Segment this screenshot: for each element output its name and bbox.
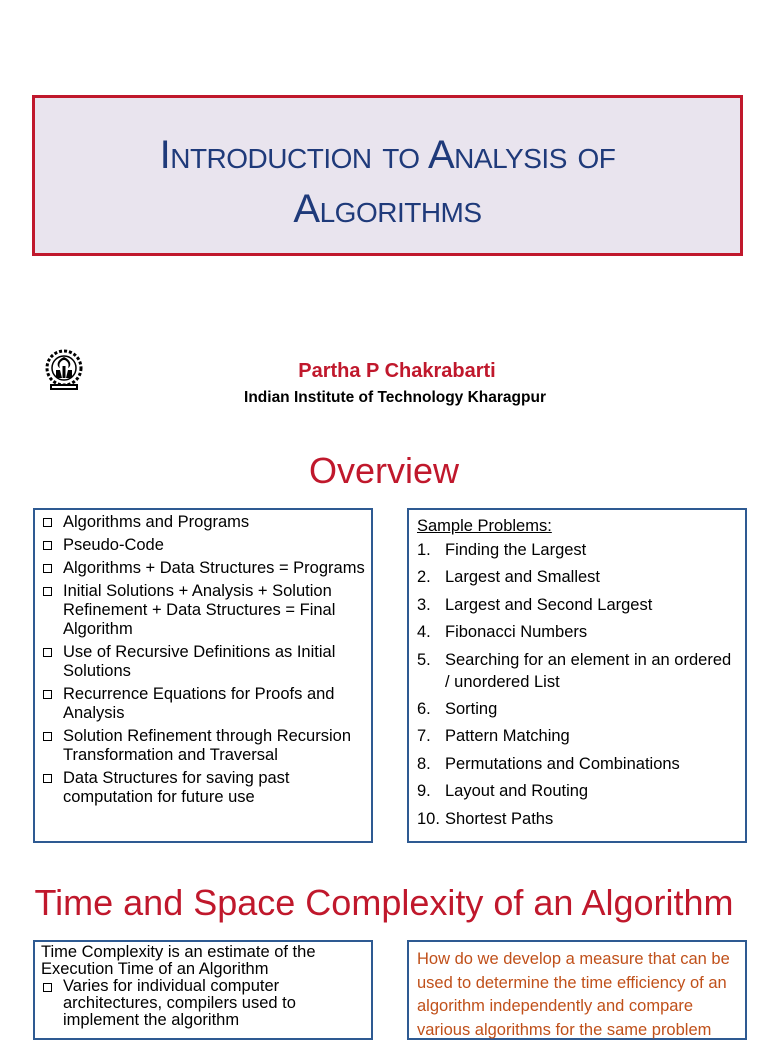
sample-problems-list bbox=[409, 539, 745, 830]
bullet-text: Solution Refinement through Recursion Transformation and Traversal bbox=[63, 727, 352, 764]
checkbox-bullet-icon bbox=[43, 690, 52, 699]
sample-problem-item bbox=[417, 649, 737, 693]
bullet-text: Recurrence Equations for Proofs and Analysis bbox=[63, 685, 335, 722]
bullet-item bbox=[41, 727, 365, 765]
sample-problem-item bbox=[417, 566, 737, 588]
sample-problem-number: 2. bbox=[417, 568, 431, 587]
bullet-text: Data Structures for saving past computation for future use bbox=[63, 769, 290, 806]
bullet-item bbox=[41, 559, 365, 578]
topics-box bbox=[33, 508, 373, 843]
sample-problem-item bbox=[417, 725, 737, 747]
title-box bbox=[32, 95, 743, 256]
sample-problem-number: 10. bbox=[417, 809, 440, 828]
complexity-title: Time and Space Complexity of an Algorithm bbox=[34, 882, 734, 923]
sample-problem-item bbox=[417, 780, 737, 802]
sample-problem-text: Largest and Smallest bbox=[445, 568, 601, 587]
bullet-item bbox=[41, 536, 365, 555]
sample-problem-number: 6. bbox=[417, 699, 431, 718]
slide-title-line-2: Algorithms bbox=[293, 187, 482, 231]
sample-problem-item bbox=[417, 698, 737, 720]
sample-problem-number: 7. bbox=[417, 727, 431, 746]
sample-problem-number: 1. bbox=[417, 541, 431, 559]
bullet-item bbox=[41, 643, 365, 681]
sample-problems-heading: Sample Problems: bbox=[417, 517, 552, 535]
bullet-item bbox=[41, 582, 365, 639]
bullet-text: Use of Recursive Definitions as Initial Solutions bbox=[63, 643, 336, 680]
sample-problem-text: Fibonacci Numbers bbox=[445, 623, 588, 642]
sample-problem-text: Finding the Largest bbox=[445, 541, 587, 559]
checkbox-bullet-icon bbox=[43, 587, 52, 596]
sample-problem-text: Largest and Second Largest bbox=[445, 595, 653, 614]
sample-problem-item bbox=[417, 539, 737, 561]
author-name: Partha P Chakrabarti bbox=[298, 360, 496, 382]
checkbox-bullet-icon bbox=[43, 983, 52, 992]
checkbox-bullet-icon bbox=[43, 732, 52, 741]
bullet-text: Initial Solutions + Analysis + Solution Refinement + Data Structures = Final Algorithm bbox=[63, 582, 336, 638]
checkbox-bullet-icon bbox=[43, 774, 52, 783]
checkbox-bullet-icon bbox=[43, 518, 52, 527]
sample-problem-number: 9. bbox=[417, 782, 431, 801]
sample-problem-number: 8. bbox=[417, 754, 431, 773]
slide-title-line-1: Introduction to Analysis of bbox=[159, 133, 616, 177]
bullet-item bbox=[41, 978, 365, 1029]
slide-title bbox=[35, 128, 740, 236]
bullet-text: Algorithms and Programs bbox=[63, 513, 250, 531]
sample-problem-text: Layout and Routing bbox=[445, 782, 589, 801]
sample-problem-item bbox=[417, 808, 737, 830]
bullet-text: Algorithms + Data Structures = Programs bbox=[63, 559, 365, 577]
checkbox-bullet-icon bbox=[43, 564, 52, 573]
sample-problem-text: Permutations and Combinations bbox=[445, 754, 680, 773]
sample-problem-number: 4. bbox=[417, 623, 431, 642]
sample-problem-text: Sorting bbox=[445, 699, 498, 718]
overview-title: Overview bbox=[308, 450, 460, 491]
sample-problem-text: Pattern Matching bbox=[445, 727, 570, 746]
bullet-item bbox=[41, 685, 365, 723]
sample-problem-number: 3. bbox=[417, 595, 431, 614]
sample-problem-item bbox=[417, 594, 737, 616]
bullet-text: Varies for individual computer architectures, compilers used to implement the algorithm bbox=[63, 977, 296, 1029]
time-complexity-intro: Time Complexity is an estimate of the Execution Time of an Algorithm bbox=[41, 943, 316, 978]
measure-question-text: How do we develop a measure that can be used to determine the time efficiency of an algorithm independently and compare various algorithms for the same problem bbox=[417, 950, 730, 1039]
sample-problem-text: Searching for an element in an ordered / unordered List bbox=[445, 650, 732, 691]
checkbox-bullet-icon bbox=[43, 541, 52, 550]
bullet-item bbox=[41, 513, 365, 532]
topics-list bbox=[35, 510, 371, 807]
sample-problem-item bbox=[417, 621, 737, 643]
bullet-text: Pseudo-Code bbox=[63, 536, 164, 554]
iit-kharagpur-emblem-icon bbox=[42, 348, 86, 396]
time-complexity-box bbox=[33, 940, 373, 1040]
institute-name: Indian Institute of Technology Kharagpur bbox=[244, 389, 546, 406]
bullet-item bbox=[41, 769, 365, 807]
sample-problems-box bbox=[407, 508, 747, 843]
time-complexity-bullets bbox=[35, 978, 371, 1029]
sample-problem-text: Shortest Paths bbox=[445, 809, 554, 828]
checkbox-bullet-icon bbox=[43, 648, 52, 657]
measure-question-box bbox=[407, 940, 747, 1040]
sample-problem-item bbox=[417, 753, 737, 775]
sample-problem-number: 5. bbox=[417, 650, 431, 669]
